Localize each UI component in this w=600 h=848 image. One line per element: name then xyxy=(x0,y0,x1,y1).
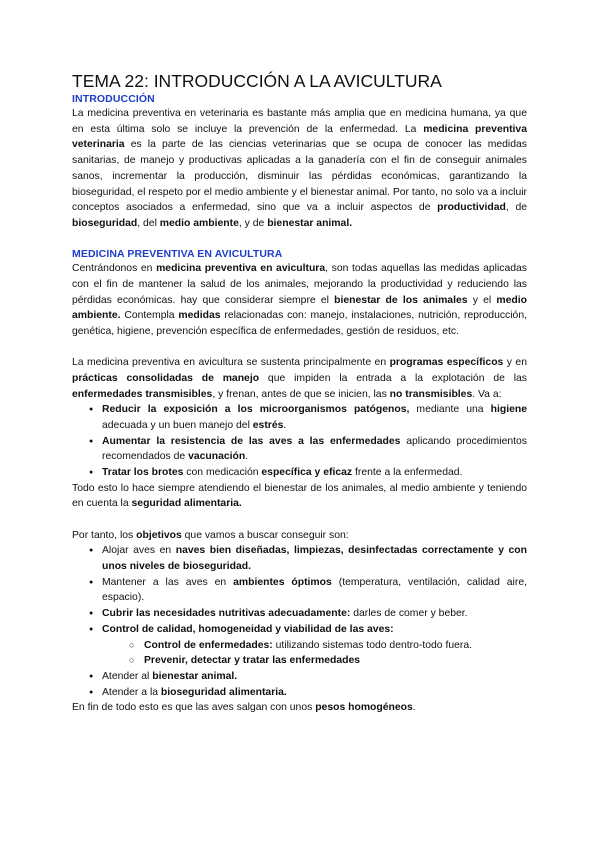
bold-text-run: bienestar de los animales xyxy=(334,294,468,306)
bold-text-run: programas específicos xyxy=(389,357,504,369)
text-run: Atender a la xyxy=(102,686,161,698)
bold-text-run: Control de calidad, homogeneidad y viabilidad de las aves: xyxy=(102,623,394,635)
bold-text-run: enfermedades transmisibles xyxy=(72,388,213,400)
text-run: La medicina preventiva en avicultura se sustenta principalmente en xyxy=(72,357,390,369)
list-item xyxy=(72,434,527,465)
text-run: En fin de todo esto es que las aves salgan con unos xyxy=(72,702,316,714)
bold-text-run: productividad xyxy=(437,202,506,214)
bold-text-run: pesos homogéneos xyxy=(315,702,413,714)
text-run: aplicando procedimientos recomendados de xyxy=(102,435,527,463)
bold-text-run: objetivos xyxy=(136,529,182,541)
document-page xyxy=(72,70,527,716)
text-run: (temperatura, ventilación, calidad aire, espacio). xyxy=(102,576,527,604)
intro-heading: INTRODUCCIÓN xyxy=(72,93,155,105)
spacer xyxy=(72,512,527,528)
text-run: , de xyxy=(505,202,527,214)
list-item xyxy=(72,669,527,685)
bold-text-run: bienestar animal. xyxy=(152,671,238,682)
text-run: relacionadas con: manejo, instalaciones, nutrición, reproducción, genética, higiene, prevención específica de enfermedades, gestión de residuos, etc. xyxy=(72,310,527,337)
text-run: y en xyxy=(503,357,527,369)
list-item xyxy=(72,402,527,433)
text-run: Contempla xyxy=(120,310,179,322)
bold-text-run: específica y eficaz xyxy=(261,467,353,479)
intro-paragraph xyxy=(72,106,527,232)
bold-text-run: medidas xyxy=(178,310,221,322)
text-run: con medicación xyxy=(183,467,262,479)
text-run: y el xyxy=(467,294,497,306)
text-run: Mantener a las aves en xyxy=(102,576,234,588)
acciones-list xyxy=(72,402,527,481)
sustenta-paragraph xyxy=(72,355,527,402)
text-run: es la parte de las ciencias veterinarias que se ocupa de conocer las medidas sanitarias, de manejo y productivas aplicadas a la ganadería con el fin de conseguir animales sanos, incrementar la producción, disminuir las pérdidas económicas, garantizando la bioseguridad, el respeto por el medio ambiente y el bienestar animal. Por tanto, no solo va a incluir conceptos asociados a enfermedad, sino que va a incluir aspectos de xyxy=(72,139,527,214)
bold-text-run: medio ambiente. xyxy=(72,294,527,322)
list-item xyxy=(72,606,527,622)
text-run: , y frenan, antes de que se inicien, las xyxy=(212,388,390,400)
bold-text-run: Prevenir, detectar y tratar las enfermedades xyxy=(144,655,361,667)
spacer xyxy=(72,340,527,356)
medicina-preventiva-paragraph xyxy=(72,261,527,340)
list-item xyxy=(72,685,527,701)
objetivos-list xyxy=(72,543,527,700)
bold-text-run: medicina preventiva en avicultura xyxy=(156,263,326,275)
list-item xyxy=(72,465,527,481)
list-item xyxy=(72,622,527,638)
text-run: . xyxy=(245,451,249,463)
text-run: Atender al xyxy=(102,671,153,682)
text-run: La medicina preventiva en veterinaria es bastante más amplia que en medicina humana, ya que en esta última solo se incluye la prevención de la enfermedad. La xyxy=(72,108,527,135)
bold-text-run: medio ambiente xyxy=(159,217,239,229)
bold-text-run: higiene xyxy=(490,404,527,416)
bold-text-run: no transmisibles xyxy=(389,388,473,400)
bold-text-run: seguridad alimentaria. xyxy=(131,498,242,510)
spacer xyxy=(72,232,527,248)
final-paragraph xyxy=(72,700,527,716)
list-item xyxy=(72,575,527,606)
text-run: que impiden la entrada a la explotación de las xyxy=(259,372,527,384)
text-run: , del xyxy=(137,217,160,229)
text-run: . xyxy=(283,419,287,431)
objetivos-paragraph xyxy=(72,528,527,544)
text-run: adecuada y un buen manejo del xyxy=(102,419,253,431)
text-run: frente a la enfermedad. xyxy=(352,467,463,479)
text-run: utilizando sistemas todo dentro-todo fuera. xyxy=(272,639,473,651)
text-run: darles de comer y beber. xyxy=(350,608,468,620)
text-run: mediante una xyxy=(409,404,491,416)
text-run: que vamos a buscar conseguir son: xyxy=(181,529,349,541)
text-run: Todo esto lo hace siempre atendiendo el bienestar de los animales, al medio ambiente y teniendo en cuenta la xyxy=(72,482,527,510)
sub-list-item xyxy=(72,653,527,669)
text-run: Por tanto, los xyxy=(72,529,137,541)
text-run: , son todas aquellas las medidas aplicadas con el fin de mantener la salud de los animales, mejorando la productividad y reduciendo las pérdidas económicas. hay que considerar siempre el xyxy=(72,263,527,306)
bold-text-run: Control de enfermedades: xyxy=(144,639,273,651)
text-run: . Va a: xyxy=(472,388,502,400)
text-run: Alojar aves en xyxy=(102,545,176,557)
bold-text-run: naves bien diseñadas, limpiezas, desinfectadas correctamente y con unos niveles de bioseguridad. xyxy=(102,545,527,573)
bold-text-run: Aumentar la resistencia de las aves a las enfermedades xyxy=(102,435,401,447)
list-item xyxy=(72,543,527,574)
bold-text-run: Cubrir las necesidades nutritivas adecuadamente: xyxy=(102,608,351,620)
bold-text-run: bioseguridad alimentaria. xyxy=(160,686,287,698)
bienestar-paragraph xyxy=(72,481,527,512)
text-run: , y de xyxy=(238,217,268,229)
bold-text-run: bienestar animal. xyxy=(267,217,353,229)
medicina-preventiva-heading: MEDICINA PREVENTIVA EN AVICULTURA xyxy=(72,248,283,261)
bold-text-run: bioseguridad xyxy=(72,217,138,229)
text-run: Centrándonos en xyxy=(72,263,157,275)
bold-text-run: vacunación xyxy=(188,451,246,463)
bold-text-run: Reducir la exposición a los microorganismos patógenos, xyxy=(102,404,410,416)
text-run: . xyxy=(412,702,416,714)
bold-text-run: medicina preventiva veterinaria xyxy=(72,123,527,151)
bold-text-run: prácticas consolidadas de manejo xyxy=(72,372,260,384)
page-title: TEMA 22: INTRODUCCIÓN A LA AVICULTURA xyxy=(72,71,442,91)
bold-text-run: ambientes óptimos xyxy=(233,576,332,588)
sub-list-item xyxy=(72,638,527,654)
bold-text-run: estrés xyxy=(252,419,284,431)
bold-text-run: Tratar los brotes xyxy=(102,467,184,479)
